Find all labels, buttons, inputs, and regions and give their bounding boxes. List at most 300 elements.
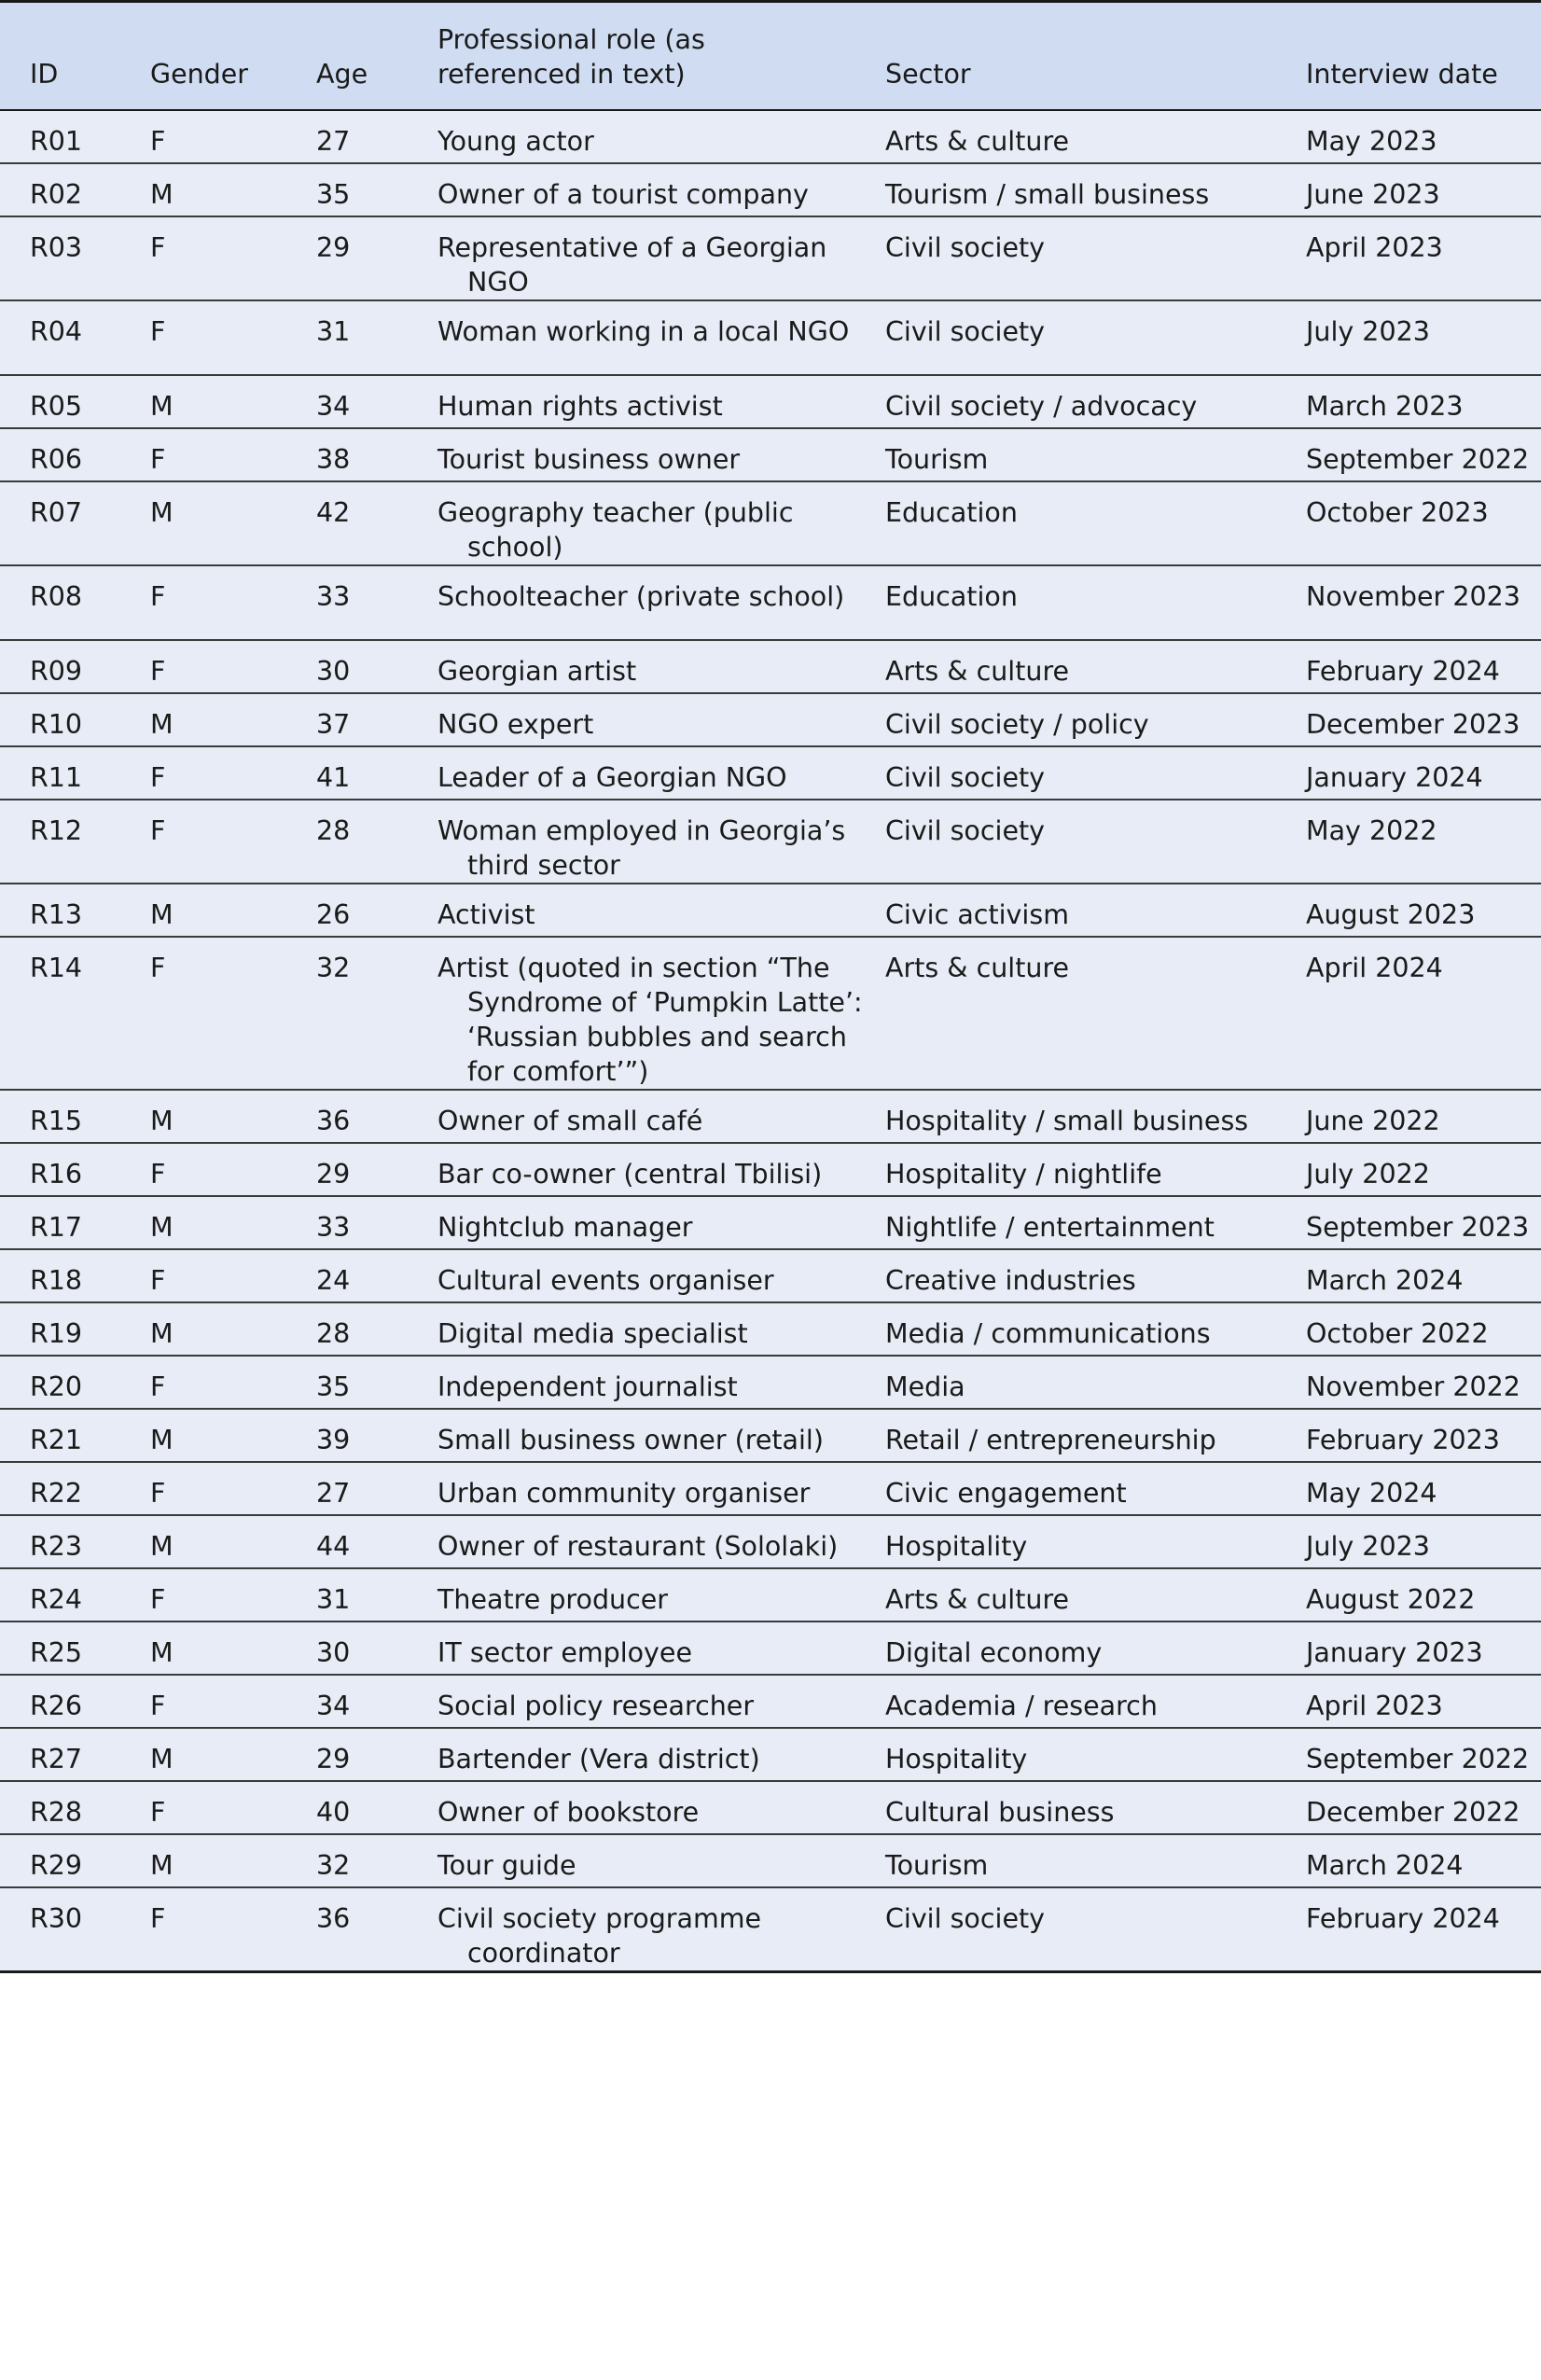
cell-sector bbox=[885, 1196, 1306, 1249]
table-row bbox=[0, 300, 1541, 375]
cell-sector-text: Hospitality bbox=[885, 1530, 1028, 1562]
cell-id-text: R06 bbox=[30, 443, 83, 475]
cell-gender bbox=[150, 1302, 316, 1356]
cell-date bbox=[1306, 884, 1541, 937]
cell-role-text: Digital media specialist bbox=[437, 1317, 748, 1349]
cell-gender bbox=[150, 216, 316, 300]
cell-sector-text: Cultural business bbox=[885, 1796, 1115, 1828]
cell-date bbox=[1306, 1515, 1541, 1568]
cell-age-text: 36 bbox=[316, 1105, 351, 1136]
cell-date-text: March 2023 bbox=[1306, 390, 1464, 422]
cell-id-text: R15 bbox=[30, 1105, 83, 1136]
cell-sector bbox=[885, 1143, 1306, 1196]
cell-id bbox=[0, 1834, 150, 1887]
cell-role bbox=[437, 1462, 885, 1515]
cell-date bbox=[1306, 1143, 1541, 1196]
cell-age bbox=[316, 1621, 437, 1675]
cell-age-text: 34 bbox=[316, 1690, 351, 1721]
cell-role bbox=[437, 565, 885, 640]
header-sector: Sector bbox=[885, 2, 1306, 110]
cell-role bbox=[437, 481, 885, 565]
cell-role-text: Woman employed in Georgia’s third sector bbox=[437, 814, 846, 881]
cell-date bbox=[1306, 481, 1541, 565]
table-row bbox=[0, 1728, 1541, 1781]
cell-id bbox=[0, 640, 150, 693]
cell-role bbox=[437, 1249, 885, 1302]
cell-gender bbox=[150, 1887, 316, 1972]
cell-sector-text: Civic activism bbox=[885, 898, 1069, 930]
table-row bbox=[0, 1621, 1541, 1675]
cell-age bbox=[316, 428, 437, 481]
cell-sector-text: Civil society / advocacy bbox=[885, 390, 1198, 422]
cell-sector-text: Arts & culture bbox=[885, 1583, 1070, 1615]
table-row bbox=[0, 1568, 1541, 1621]
cell-age-text: 35 bbox=[316, 178, 351, 210]
table-row bbox=[0, 481, 1541, 565]
cell-role-text: Owner of restaurant (Sololaki) bbox=[437, 1530, 839, 1562]
cell-age-text: 27 bbox=[316, 1477, 351, 1509]
cell-date-text: December 2022 bbox=[1306, 1796, 1520, 1828]
cell-date bbox=[1306, 1409, 1541, 1462]
cell-sector-text: Tourism / small business bbox=[885, 178, 1210, 210]
header-age: Age bbox=[316, 2, 437, 110]
cell-date-text: March 2024 bbox=[1306, 1264, 1464, 1296]
cell-date-text: January 2024 bbox=[1306, 761, 1483, 793]
cell-date bbox=[1306, 1249, 1541, 1302]
cell-age-text: 33 bbox=[316, 580, 351, 612]
cell-date bbox=[1306, 1728, 1541, 1781]
cell-sector-text: Hospitality / nightlife bbox=[885, 1158, 1162, 1190]
cell-age bbox=[316, 1568, 437, 1621]
cell-gender-text: M bbox=[150, 1743, 174, 1775]
cell-id-text: R24 bbox=[30, 1583, 83, 1615]
cell-sector bbox=[885, 1568, 1306, 1621]
cell-gender-text: F bbox=[150, 1796, 166, 1828]
cell-date-text: November 2022 bbox=[1306, 1371, 1520, 1402]
cell-date bbox=[1306, 1302, 1541, 1356]
cell-id-text: R02 bbox=[30, 178, 83, 210]
cell-sector bbox=[885, 1302, 1306, 1356]
cell-sector-text: Civil society bbox=[885, 814, 1046, 846]
table-row bbox=[0, 640, 1541, 693]
table-row bbox=[0, 110, 1541, 163]
cell-date bbox=[1306, 163, 1541, 216]
cell-gender-text: M bbox=[150, 1849, 174, 1881]
cell-date bbox=[1306, 565, 1541, 640]
cell-gender bbox=[150, 1781, 316, 1834]
cell-role-text: Representative of a Georgian NGO bbox=[437, 231, 827, 298]
cell-sector bbox=[885, 1249, 1306, 1302]
cell-sector-text: Nightlife / entertainment bbox=[885, 1211, 1215, 1243]
cell-sector-text: Tourism bbox=[885, 1849, 989, 1881]
table-row bbox=[0, 375, 1541, 428]
cell-role bbox=[437, 300, 885, 375]
cell-id bbox=[0, 428, 150, 481]
cell-date-text: September 2022 bbox=[1306, 443, 1530, 475]
cell-role-text: Cultural events organiser bbox=[437, 1264, 774, 1296]
cell-sector bbox=[885, 746, 1306, 800]
table-row bbox=[0, 1834, 1541, 1887]
cell-date-text: April 2023 bbox=[1306, 1690, 1443, 1721]
cell-gender-text: F bbox=[150, 1583, 166, 1615]
cell-date-text: July 2023 bbox=[1306, 1530, 1430, 1562]
cell-date bbox=[1306, 640, 1541, 693]
cell-sector bbox=[885, 693, 1306, 746]
cell-id-text: R27 bbox=[30, 1743, 83, 1775]
cell-role-text: Young actor bbox=[437, 125, 594, 157]
cell-id bbox=[0, 800, 150, 884]
header-id: ID bbox=[0, 2, 150, 110]
cell-age bbox=[316, 1143, 437, 1196]
cell-role bbox=[437, 1196, 885, 1249]
cell-sector-text: Media / communications bbox=[885, 1317, 1211, 1349]
cell-age-text: 29 bbox=[316, 231, 351, 263]
cell-role-text: Woman working in a local NGO bbox=[437, 315, 850, 347]
cell-date-text: May 2024 bbox=[1306, 1477, 1437, 1509]
cell-age bbox=[316, 1728, 437, 1781]
cell-gender-text: M bbox=[150, 390, 174, 422]
cell-date bbox=[1306, 375, 1541, 428]
cell-age bbox=[316, 640, 437, 693]
cell-role bbox=[437, 1356, 885, 1409]
cell-role-text: NGO expert bbox=[437, 708, 594, 740]
cell-sector-text: Digital economy bbox=[885, 1636, 1103, 1668]
cell-role-text: Bar co-owner (central Tbilisi) bbox=[437, 1158, 823, 1190]
cell-date-text: October 2022 bbox=[1306, 1317, 1489, 1349]
cell-date-text: September 2023 bbox=[1306, 1211, 1530, 1243]
cell-gender bbox=[150, 1249, 316, 1302]
cell-date bbox=[1306, 1887, 1541, 1972]
cell-age-text: 34 bbox=[316, 390, 351, 422]
cell-id-text: R19 bbox=[30, 1317, 83, 1349]
cell-id bbox=[0, 1249, 150, 1302]
cell-sector-text: Education bbox=[885, 580, 1018, 612]
cell-id-text: R05 bbox=[30, 390, 83, 422]
cell-gender bbox=[150, 1409, 316, 1462]
cell-role bbox=[437, 1515, 885, 1568]
cell-age bbox=[316, 1249, 437, 1302]
cell-sector-text: Academia / research bbox=[885, 1690, 1158, 1721]
cell-age-text: 30 bbox=[316, 1636, 351, 1668]
cell-sector bbox=[885, 1675, 1306, 1728]
cell-role bbox=[437, 1675, 885, 1728]
cell-sector-text: Creative industries bbox=[885, 1264, 1136, 1296]
cell-age bbox=[316, 1515, 437, 1568]
cell-gender bbox=[150, 1462, 316, 1515]
table-row bbox=[0, 1887, 1541, 1972]
cell-age-text: 35 bbox=[316, 1371, 351, 1402]
cell-id bbox=[0, 746, 150, 800]
cell-id-text: R17 bbox=[30, 1211, 83, 1243]
cell-id-text: R10 bbox=[30, 708, 83, 740]
cell-role-text: Theatre producer bbox=[437, 1583, 669, 1615]
cell-id-text: R29 bbox=[30, 1849, 83, 1881]
cell-date-text: December 2023 bbox=[1306, 708, 1520, 740]
header-date: Interview date bbox=[1306, 2, 1541, 110]
cell-age bbox=[316, 1356, 437, 1409]
cell-gender-text: M bbox=[150, 1530, 174, 1562]
cell-role bbox=[437, 375, 885, 428]
cell-gender bbox=[150, 1834, 316, 1887]
cell-gender-text: F bbox=[150, 1158, 166, 1190]
cell-id-text: R18 bbox=[30, 1264, 83, 1296]
table-row bbox=[0, 1196, 1541, 1249]
cell-date bbox=[1306, 746, 1541, 800]
cell-age-text: 37 bbox=[316, 708, 351, 740]
cell-role bbox=[437, 1143, 885, 1196]
cell-date-text: April 2024 bbox=[1306, 952, 1443, 983]
cell-id-text: R14 bbox=[30, 952, 83, 983]
cell-age-text: 44 bbox=[316, 1530, 351, 1562]
cell-age-text: 40 bbox=[316, 1796, 351, 1828]
cell-gender-text: M bbox=[150, 898, 174, 930]
cell-role-text: Tour guide bbox=[437, 1849, 576, 1881]
cell-age-text: 32 bbox=[316, 952, 351, 983]
cell-role-text: Owner of a tourist company bbox=[437, 178, 809, 210]
cell-age bbox=[316, 565, 437, 640]
cell-sector bbox=[885, 1621, 1306, 1675]
cell-gender-text: M bbox=[150, 1424, 174, 1455]
cell-sector-text: Civic engagement bbox=[885, 1477, 1127, 1509]
cell-gender bbox=[150, 565, 316, 640]
cell-role bbox=[437, 1781, 885, 1834]
table-row bbox=[0, 1409, 1541, 1462]
cell-date bbox=[1306, 428, 1541, 481]
cell-date bbox=[1306, 1834, 1541, 1887]
cell-id-text: R26 bbox=[30, 1690, 83, 1721]
table-row bbox=[0, 1515, 1541, 1568]
cell-age-text: 27 bbox=[316, 125, 351, 157]
cell-id-text: R23 bbox=[30, 1530, 83, 1562]
cell-id bbox=[0, 693, 150, 746]
cell-role bbox=[437, 1621, 885, 1675]
cell-date bbox=[1306, 1621, 1541, 1675]
cell-id bbox=[0, 300, 150, 375]
cell-sector-text: Tourism bbox=[885, 443, 989, 475]
cell-sector bbox=[885, 375, 1306, 428]
cell-age bbox=[316, 746, 437, 800]
cell-gender bbox=[150, 640, 316, 693]
cell-role-text: Schoolteacher (private school) bbox=[437, 580, 845, 612]
cell-id bbox=[0, 1356, 150, 1409]
cell-gender-text: F bbox=[150, 580, 166, 612]
cell-gender bbox=[150, 300, 316, 375]
cell-sector-text: Hospitality / small business bbox=[885, 1105, 1249, 1136]
cell-gender-text: F bbox=[150, 655, 166, 687]
cell-id-text: R11 bbox=[30, 761, 83, 793]
cell-gender bbox=[150, 1621, 316, 1675]
cell-age bbox=[316, 1675, 437, 1728]
table-row bbox=[0, 1143, 1541, 1196]
cell-age bbox=[316, 1196, 437, 1249]
cell-sector bbox=[885, 1781, 1306, 1834]
cell-sector bbox=[885, 163, 1306, 216]
cell-date-text: April 2023 bbox=[1306, 231, 1443, 263]
cell-sector bbox=[885, 800, 1306, 884]
cell-id-text: R28 bbox=[30, 1796, 83, 1828]
cell-date bbox=[1306, 800, 1541, 884]
table-row bbox=[0, 800, 1541, 884]
cell-id bbox=[0, 1196, 150, 1249]
cell-sector bbox=[885, 1462, 1306, 1515]
cell-date-text: August 2023 bbox=[1306, 898, 1476, 930]
cell-age-text: 26 bbox=[316, 898, 351, 930]
cell-age bbox=[316, 1834, 437, 1887]
cell-id bbox=[0, 481, 150, 565]
cell-id bbox=[0, 884, 150, 937]
cell-id bbox=[0, 1728, 150, 1781]
cell-role-text: Urban community organiser bbox=[437, 1477, 811, 1509]
cell-id bbox=[0, 1409, 150, 1462]
cell-age bbox=[316, 1090, 437, 1143]
cell-gender-text: F bbox=[150, 1690, 166, 1721]
cell-date-text: February 2023 bbox=[1306, 1424, 1500, 1455]
cell-gender bbox=[150, 1515, 316, 1568]
cell-id bbox=[0, 1515, 150, 1568]
cell-age-text: 39 bbox=[316, 1424, 351, 1455]
cell-sector bbox=[885, 884, 1306, 937]
cell-id bbox=[0, 1675, 150, 1728]
table-row bbox=[0, 937, 1541, 1090]
cell-id bbox=[0, 375, 150, 428]
cell-role bbox=[437, 800, 885, 884]
table-row bbox=[0, 1356, 1541, 1409]
cell-age bbox=[316, 884, 437, 937]
cell-gender-text: M bbox=[150, 1211, 174, 1243]
cell-date-text: July 2022 bbox=[1306, 1158, 1430, 1190]
cell-age-text: 31 bbox=[316, 1583, 351, 1615]
cell-role-text: Human rights activist bbox=[437, 390, 723, 422]
cell-gender-text: F bbox=[150, 1264, 166, 1296]
cell-gender-text: F bbox=[150, 315, 166, 347]
cell-date bbox=[1306, 693, 1541, 746]
cell-id bbox=[0, 1090, 150, 1143]
cell-role bbox=[437, 640, 885, 693]
cell-role bbox=[437, 1409, 885, 1462]
cell-date bbox=[1306, 1090, 1541, 1143]
cell-gender-text: M bbox=[150, 1317, 174, 1349]
cell-date bbox=[1306, 1462, 1541, 1515]
cell-sector-text: Hospitality bbox=[885, 1743, 1028, 1775]
cell-date-text: November 2023 bbox=[1306, 580, 1520, 612]
table-body bbox=[0, 110, 1541, 1972]
cell-gender-text: F bbox=[150, 125, 166, 157]
cell-gender-text: F bbox=[150, 814, 166, 846]
cell-role bbox=[437, 1887, 885, 1972]
table-row bbox=[0, 1090, 1541, 1143]
cell-gender-text: M bbox=[150, 1636, 174, 1668]
cell-sector-text: Civil society / policy bbox=[885, 708, 1149, 740]
cell-id-text: R01 bbox=[30, 125, 83, 157]
cell-age bbox=[316, 375, 437, 428]
cell-gender-text: F bbox=[150, 1477, 166, 1509]
cell-date bbox=[1306, 300, 1541, 375]
cell-age-text: 29 bbox=[316, 1743, 351, 1775]
cell-role-text: Small business owner (retail) bbox=[437, 1424, 824, 1455]
cell-sector bbox=[885, 481, 1306, 565]
cell-id bbox=[0, 163, 150, 216]
cell-gender-text: F bbox=[150, 1371, 166, 1402]
cell-gender bbox=[150, 110, 316, 163]
cell-gender-text: M bbox=[150, 1105, 174, 1136]
cell-role-text: Social policy researcher bbox=[437, 1690, 755, 1721]
cell-id bbox=[0, 1887, 150, 1972]
table-row bbox=[0, 428, 1541, 481]
cell-role-text: Leader of a Georgian NGO bbox=[437, 761, 787, 793]
cell-sector bbox=[885, 1728, 1306, 1781]
cell-sector bbox=[885, 428, 1306, 481]
cell-id-text: R13 bbox=[30, 898, 83, 930]
table-header bbox=[0, 2, 1541, 110]
cell-gender bbox=[150, 1090, 316, 1143]
table-row bbox=[0, 163, 1541, 216]
cell-age bbox=[316, 216, 437, 300]
cell-date bbox=[1306, 216, 1541, 300]
cell-sector-text: Media bbox=[885, 1371, 965, 1402]
cell-gender-text: M bbox=[150, 708, 174, 740]
cell-id bbox=[0, 1568, 150, 1621]
cell-age-text: 31 bbox=[316, 315, 351, 347]
cell-role-text: Georgian artist bbox=[437, 655, 637, 687]
table-row bbox=[0, 1462, 1541, 1515]
cell-sector-text: Retail / entrepreneurship bbox=[885, 1424, 1216, 1455]
cell-role-text: Tourist business owner bbox=[437, 443, 741, 475]
cell-role-text: Owner of small café bbox=[437, 1105, 703, 1136]
cell-id bbox=[0, 937, 150, 1090]
cell-role bbox=[437, 1302, 885, 1356]
cell-role-text: Owner of bookstore bbox=[437, 1796, 700, 1828]
cell-age-text: 30 bbox=[316, 655, 351, 687]
cell-date-text: June 2022 bbox=[1306, 1105, 1440, 1136]
cell-date bbox=[1306, 1675, 1541, 1728]
cell-age bbox=[316, 481, 437, 565]
cell-gender bbox=[150, 1356, 316, 1409]
cell-sector bbox=[885, 1515, 1306, 1568]
cell-id bbox=[0, 1781, 150, 1834]
cell-sector-text: Education bbox=[885, 496, 1018, 528]
cell-age-text: 28 bbox=[316, 814, 351, 846]
table-row bbox=[0, 565, 1541, 640]
cell-date-text: March 2024 bbox=[1306, 1849, 1464, 1881]
cell-sector bbox=[885, 1887, 1306, 1972]
cell-id-text: R08 bbox=[30, 580, 83, 612]
cell-id bbox=[0, 216, 150, 300]
cell-age-text: 42 bbox=[316, 496, 351, 528]
cell-id bbox=[0, 110, 150, 163]
table-row bbox=[0, 746, 1541, 800]
cell-sector bbox=[885, 1090, 1306, 1143]
cell-role bbox=[437, 163, 885, 216]
cell-id-text: R09 bbox=[30, 655, 83, 687]
cell-date-text: February 2024 bbox=[1306, 1902, 1500, 1934]
cell-sector bbox=[885, 300, 1306, 375]
cell-id-text: R16 bbox=[30, 1158, 83, 1190]
cell-sector-text: Arts & culture bbox=[885, 655, 1070, 687]
cell-sector-text: Civil society bbox=[885, 1902, 1046, 1934]
cell-gender-text: M bbox=[150, 178, 174, 210]
cell-date-text: September 2022 bbox=[1306, 1743, 1530, 1775]
cell-sector-text: Arts & culture bbox=[885, 952, 1070, 983]
cell-age bbox=[316, 937, 437, 1090]
cell-role bbox=[437, 1568, 885, 1621]
cell-date bbox=[1306, 1781, 1541, 1834]
cell-gender bbox=[150, 1675, 316, 1728]
cell-id-text: R12 bbox=[30, 814, 83, 846]
cell-gender-text: F bbox=[150, 1902, 166, 1934]
cell-sector bbox=[885, 110, 1306, 163]
cell-date-text: August 2022 bbox=[1306, 1583, 1476, 1615]
cell-age-text: 29 bbox=[316, 1158, 351, 1190]
